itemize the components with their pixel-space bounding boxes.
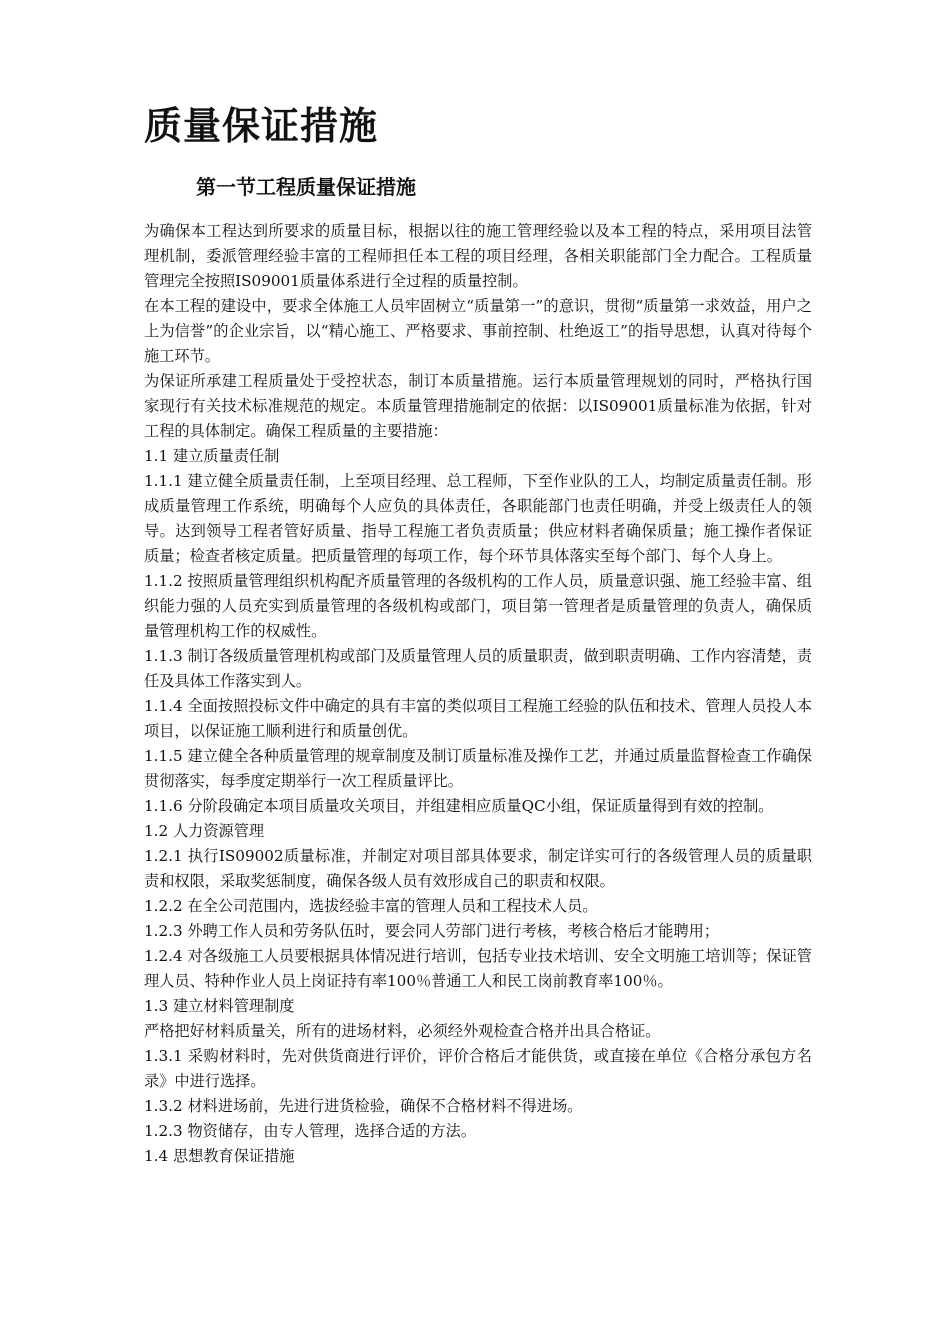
paragraph: 1.1.4 全面按照投标文件中确定的具有丰富的类似项目工程施工经验的队伍和技术、管理人员投人本项目，以保证施工顺利进行和质量创优。 — [144, 697, 812, 740]
paragraph: 1.1.1 建立健全质量责任制，上至项目经理、总工程师，下至作业队的工人，均制定质量责任制。形成质量管理工作系统，明确每个人应负的具体责任，各职能部门也责任明确，并受上级责任人的领导。达到领导工程者管好质量、指导工程施工者负责质量；供应材料者确保质量；施工操作者保证质量；检查者核定质量。把质量管理的每项工作，每个环节具体落实至每个部门、每个人身上。 — [144, 472, 812, 565]
paragraph: 严格把好材料质量关，所有的进场材料，必须经外观检查合格并出具合格证。 — [144, 1022, 661, 1040]
paragraph: 在本工程的建设中，要求全体施工人员牢固树立“质量第一”的意识，贯彻“质量第一求效益，用户之上为信誉”的企业宗旨，以“精心施工、严格要求、事前控制、杜绝返工”的指导思想，认真对待每个施工环节。 — [144, 297, 812, 365]
paragraph: 1.3.1 采购材料时，先对供货商进行评价，评价合格后才能供货，或直接在单位《合格分承包方名录》中进行选择。 — [144, 1047, 812, 1090]
document-title: 质量保证措施 — [144, 104, 379, 148]
paragraph: 1.2.3 物资储存，由专人管理，选择合适的方法。 — [144, 1122, 477, 1140]
subsection-heading: 1.2 人力资源管理 — [144, 822, 265, 840]
paragraph: 为确保本工程达到所要求的质量目标，根据以往的施工管理经验以及本工程的特点，采用项目法管理机制，委派管理经验丰富的工程师担任本工程的项目经理，各相关职能部门全力配合。工程质量管理完全按照IS09001质量体系进行全过程的质量控制。 — [144, 222, 812, 290]
paragraph: 1.1.6 分阶段确定本项目质量攻关项目，并组建相应质量QC小组，保证质量得到有效的控制。 — [144, 797, 774, 815]
paragraph: 1.2.3 外聘工作人员和劳务队伍时，要会同人劳部门进行考核，考核合格后才能聘用； — [144, 922, 720, 940]
section-heading: 第一节工程质量保证措施 — [196, 175, 416, 199]
subsection-heading: 1.3 建立材料管理制度 — [144, 997, 295, 1015]
paragraph: 为保证所承建工程质量处于受控状态，制订本质量措施。运行本质量管理规划的同时，严格执行国家现行有关技术标准规范的规定。本质量管理措施制定的依据：以IS09001质量标准为依据，针对工程的具体制定。确保工程质量的主要措施： — [144, 372, 812, 440]
subsection-heading: 1.1 建立质量责任制 — [144, 447, 280, 465]
paragraph: 1.3.2 材料进场前，先进行进货检验，确保不合格材料不得进场。 — [144, 1097, 583, 1115]
subsection-heading: 1.4 思想教育保证措施 — [144, 1147, 295, 1165]
paragraph: 1.1.5 建立健全各种质量管理的规章制度及制订质量标准及操作工艺，并通过质量监督检查工作确保贯彻落实，每季度定期举行一次工程质量评比。 — [144, 747, 812, 790]
paragraph: 1.1.3 制订各级质量管理机构或部门及质量管理人员的质量职责，做到职责明确、工作内容清楚，责任及具体工作落实到人。 — [144, 647, 812, 690]
paragraph: 1.1.2 按照质量管理组织机构配齐质量管理的各级机构的工作人员，质量意识强、施工经验丰富、组织能力强的人员充实到质量管理的各级机构或部门，项目第一管理者是质量管理的负责人，确保质量管理机构工作的权威性。 — [144, 572, 812, 640]
paragraph: 1.2.1 执行IS09002质量标准，并制定对项目部具体要求，制定详实可行的各级管理人员的质量职责和权限，采取奖惩制度，确保各级人员有效形成自己的职责和权限。 — [144, 847, 812, 890]
paragraph: 1.2.4 对各级施工人员要根据具体情况进行培训，包括专业技术培训、安全文明施工培训等；保证管理人员、特种作业人员上岗证持有率100％普通工人和民工岗前教育率100％。 — [144, 947, 812, 990]
paragraph: 1.2.2 在全公司范围内，选拔经验丰富的管理人员和工程技术人员。 — [144, 897, 598, 915]
document-body — [144, 219, 812, 1169]
